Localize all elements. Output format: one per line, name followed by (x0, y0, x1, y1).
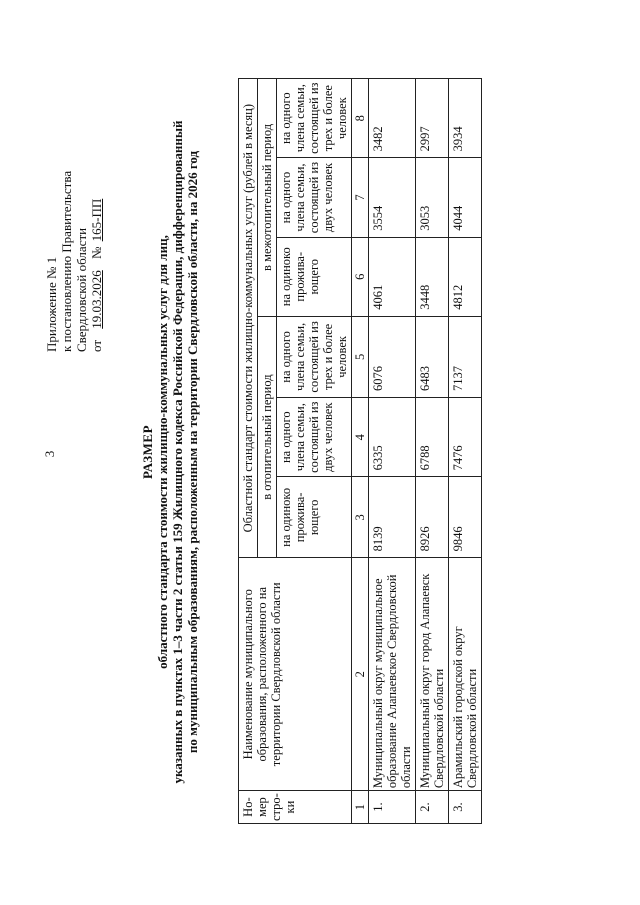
index-cell: 4 (352, 398, 369, 477)
value-cell: 6076 (369, 316, 416, 397)
date-prefix: от (89, 339, 104, 352)
annex-date-line (89, 152, 104, 352)
value-cell: 8926 (416, 477, 449, 558)
decree-date: 19.03.2026 (89, 270, 104, 329)
page-number: 3 (42, 450, 57, 458)
value-cell: 4812 (449, 237, 482, 316)
index-cell: 5 (352, 316, 369, 397)
annex-line-3: Свердловской области (74, 227, 89, 352)
header-municipality: Наименование муниципального образования, расположенного на территории Свердловской области (239, 558, 352, 791)
value-cell: 3482 (369, 79, 416, 158)
index-cell: 6 (352, 237, 369, 316)
header-nonheating-single: на одиноко прожива- ющего (277, 237, 352, 316)
value-cell: 3448 (416, 237, 449, 316)
header-heating-two: на одного члена семьи, состоящей из двух человек (277, 398, 352, 477)
header-heating-single: на одиноко прожива- ющего (277, 477, 352, 558)
annex-block (44, 152, 104, 352)
document-title (140, 92, 200, 812)
index-cell: 3 (352, 477, 369, 558)
value-cell: 9846 (449, 477, 482, 558)
title-line-4: по муниципальным образованиям, расположенным на территории Свердловской области, на 2026 год (185, 150, 200, 754)
municipality-name: Муниципальный округ муниципальное образование Алапаевское Свердловской области (369, 558, 416, 791)
value-cell: 6335 (369, 398, 416, 477)
row-number: 3. (449, 791, 482, 824)
number-prefix: № (89, 246, 104, 259)
header-heating-three: на одного члена семьи, состоящей из трех и более человек (277, 316, 352, 397)
table-row (416, 79, 449, 824)
header-standard: Областной стандарт стоимости жилищно-коммунальных услуг (рублей в месяц) (239, 79, 258, 558)
value-cell: 4044 (449, 158, 482, 237)
table-row (449, 79, 482, 824)
value-cell: 6788 (416, 398, 449, 477)
standard-table (238, 78, 482, 824)
value-cell: 8139 (369, 477, 416, 558)
title-line-2: областного стандарта стоимости жилищно-коммунальных услуг для лиц, (155, 235, 170, 669)
row-number: 1. (369, 791, 416, 824)
title-heading: РАЗМЕР (140, 424, 155, 480)
annex-line-1: Приложение № 1 (44, 256, 59, 352)
value-cell: 6483 (416, 316, 449, 397)
index-cell: 8 (352, 79, 369, 158)
header-nonheating-three: на одного члена семьи, состоящей из трех и более человек (277, 79, 352, 158)
value-cell: 4061 (369, 237, 416, 316)
municipality-name: Муниципальный округ город Алапаевск Свердловской области (416, 558, 449, 791)
table-row (369, 79, 416, 824)
value-cell: 3053 (416, 158, 449, 237)
header-nonheating-two: на одного члена семьи, состоящей из двух человек (277, 158, 352, 237)
header-nonheating-period: в межотопительный период (258, 79, 277, 317)
decree-number: 165-ПП (89, 198, 104, 242)
row-number: 2. (416, 791, 449, 824)
column-index-row (352, 79, 369, 824)
index-cell: 1 (352, 791, 369, 824)
municipality-name: Арамильский городской округ Свердловской области (449, 558, 482, 791)
value-cell: 3934 (449, 79, 482, 158)
title-line-3: указанных в пунктах 1–3 части 2 статьи 159 Жилищного кодекса Российской Федерации, дифференцированный (170, 120, 185, 784)
header-heating-period: в отопительный период (258, 316, 277, 558)
index-cell: 2 (352, 558, 369, 791)
value-cell: 2997 (416, 79, 449, 158)
value-cell: 3554 (369, 158, 416, 237)
rotated-page-content (40, 72, 600, 832)
index-cell: 7 (352, 158, 369, 237)
value-cell: 7476 (449, 398, 482, 477)
value-cell: 7137 (449, 316, 482, 397)
annex-line-2: к постановлению Правительства (59, 170, 74, 352)
header-row-number: Но- мер стро- ки (239, 791, 352, 824)
